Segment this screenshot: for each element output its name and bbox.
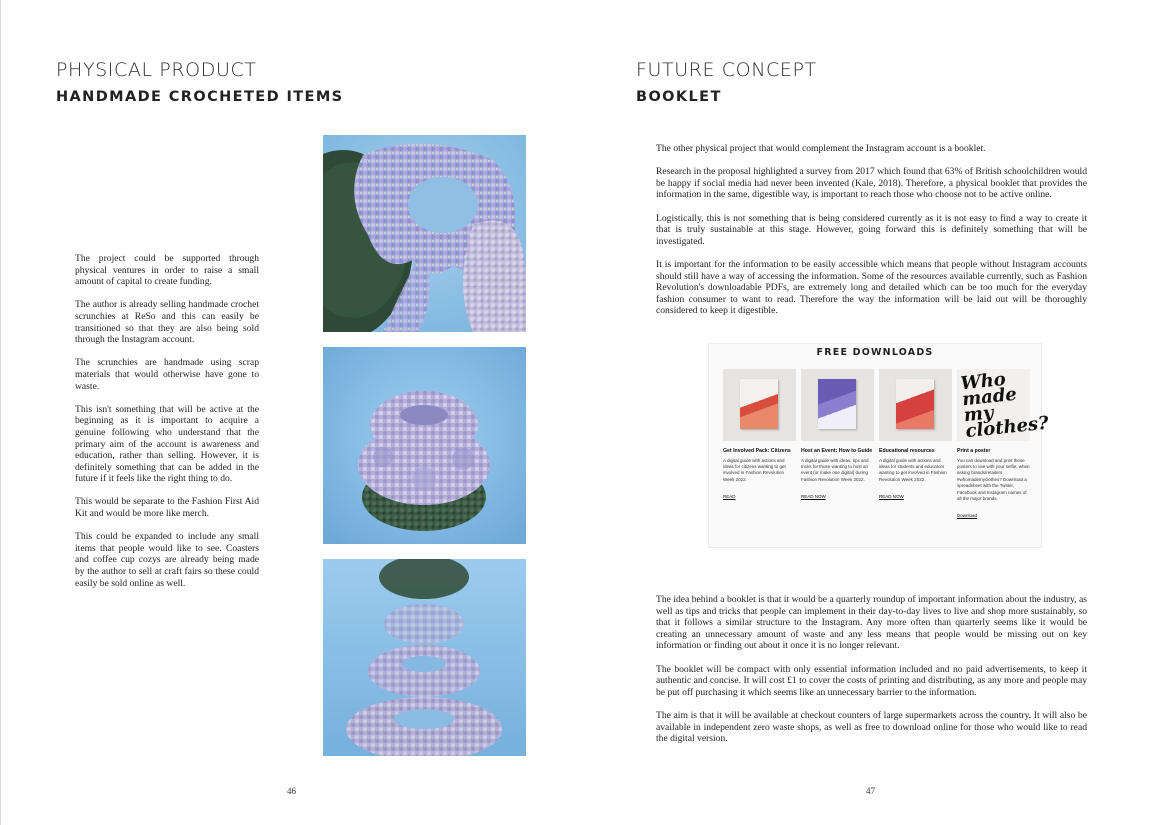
paragraph: The author is already selling handmade crochet scrunchies at ReSo and this can easily be transitioned so that they are also being sold through the Instagram account. xyxy=(75,299,259,346)
paragraph: The other physical project that would complement the Instagram account is a booklet. xyxy=(656,143,986,154)
paragraph: This would be separate to the Fashion First Aid Kit and would be more like merch. xyxy=(75,496,259,520)
poster-image xyxy=(957,368,1050,443)
paragraph: The idea behind a booklet is that it would be a quarterly roundup of important information about the industry, as well as tips and tricks that people can implement in their day-to-day lives to live and shop more sustainably, so that it follows a similar structure to the Instagram. Any more often than quarterly seems like it would be creating an unnecessary amount of waste and any less means that people would be missing out on key information or finding out about it once it is no longer relevant. xyxy=(656,594,1087,652)
page-number: 46 xyxy=(287,786,296,796)
section-title: FUTURE CONCEPT xyxy=(636,59,817,81)
cover-image xyxy=(801,369,874,441)
free-downloads-panel xyxy=(708,343,1050,548)
page-number: 47 xyxy=(866,786,875,796)
crochet-photo-1 xyxy=(323,135,526,332)
download-description: A digital guide with actions and ideas for citizens wanting to get involved in Fashion Revolution Week 2022. xyxy=(723,457,786,482)
read-now-link[interactable]: READ NOW xyxy=(801,494,826,500)
paragraph: It is important for the information to be easily accessible which means that people without Instagram accounts should still have a way of accessing the information. Some of the resources available currently, such as Fashion Revolution's downloadable PDFs, are extremely long and detailed which can be too much for the everyday fashion consumer to want to read. Therefore the way the information will be laid out will be thoroughly considered to keep it digestible. xyxy=(656,258,1087,317)
right-page xyxy=(580,0,1160,825)
download-name: Get Involved Pack: Citizens xyxy=(723,448,791,454)
download-name: Host an Event: How to Guide xyxy=(801,448,873,454)
download-card[interactable] xyxy=(957,368,1050,521)
download-description: You can download and print these posters to use with your selfie, when asking brands/retailers #whomademyclothes? Download a spreadsheet with the Twitter, Facebook and Instagram names of all the major brands. xyxy=(957,457,1030,501)
paragraph: This isn't something that will be active at the beginning as it is important to acquire a genuine following who understand that the primary aim of the account is awareness and education, rather than selling. However, it is definitely something that can be added in the future if it feels like the right thing to do. xyxy=(75,403,259,485)
download-name: Educational resources xyxy=(879,448,935,454)
download-card[interactable] xyxy=(723,369,796,502)
read-now-link[interactable]: READ NOW xyxy=(879,494,904,500)
cover-image xyxy=(879,369,952,441)
download-name: Print a poster xyxy=(957,448,991,454)
sub-title: BOOKLET xyxy=(636,89,722,105)
download-description: A digital guide with actions and ideas for students and educators wanting to get involved in Fashion Revolution Week 2022. xyxy=(879,457,947,482)
download-card[interactable] xyxy=(879,369,952,502)
cover-image xyxy=(723,369,796,441)
paragraph: Research in the proposal highlighted a survey from 2017 which found that 63% of British schoolchildren would be happy if social media had never been invented (Kale, 2018). Therefore, a physical booklet that provides the information in the same, digestible way, is important to reach those who choose not to be active online. xyxy=(656,166,1087,201)
body-text-bottom xyxy=(656,594,1087,756)
scrunchie-closeup-image xyxy=(323,135,526,332)
paragraph: The scrunchies are handmade using scrap materials that would otherwise have gone to waste. xyxy=(75,357,259,392)
booklet-icon xyxy=(818,379,856,429)
download-card[interactable] xyxy=(801,369,874,502)
paragraph: The aim is that it will be available at checkout counters of large supermarkets across the country. It will also be available in independent zero waste shops, as well as free to download online for those who would like to read the digital version. xyxy=(656,709,1087,745)
scrunchie-row-image xyxy=(323,559,526,756)
download-description: A digital guide with ideas, tips and tricks for those wanting to host an event (or make one digital) during Fashion Revolution Week 2022. xyxy=(801,457,869,482)
paragraph: Logistically, this is not something that is being considered currently as it is not easy to find a way to create it that is truly sustainable at this stage. However, going forward this is definitely something that will be investigated. xyxy=(656,212,1087,247)
read-link[interactable]: READ xyxy=(723,494,736,500)
sub-title: HANDMADE CROCHETED ITEMS xyxy=(56,89,344,105)
downloads-title: FREE DOWNLOADS xyxy=(816,347,934,358)
body-text xyxy=(75,253,259,601)
body-text-top xyxy=(656,143,1087,329)
paragraph: The project could be supported through physical ventures in order to raise a small amount of capital to create funding. xyxy=(75,253,259,288)
poster-lettering: Who made my clothes? xyxy=(959,368,1050,443)
paragraph: The booklet will be compact with only essential information included and no paid advertisements, to keep it authentic and concise. It will cost £1 to cover the costs of printing and distributing, as any more and people may be put off purchasing it which seems like an unnecessary barrier to the information. xyxy=(656,663,1087,698)
section-title: PHYSICAL PRODUCT xyxy=(56,59,257,81)
booklet-icon xyxy=(896,379,934,429)
booklet-icon xyxy=(740,379,778,429)
download-link[interactable]: Download xyxy=(957,513,978,519)
paragraph: This could be expanded to include any small items that people would like to see. Coasters and coffee cup cozys are already being made by the author to sell at craft fairs so these could easily be sold online as well. xyxy=(75,531,259,589)
scrunchie-stack-image xyxy=(323,347,526,544)
crochet-photo-2 xyxy=(323,347,526,544)
crochet-photo-3 xyxy=(323,559,526,756)
